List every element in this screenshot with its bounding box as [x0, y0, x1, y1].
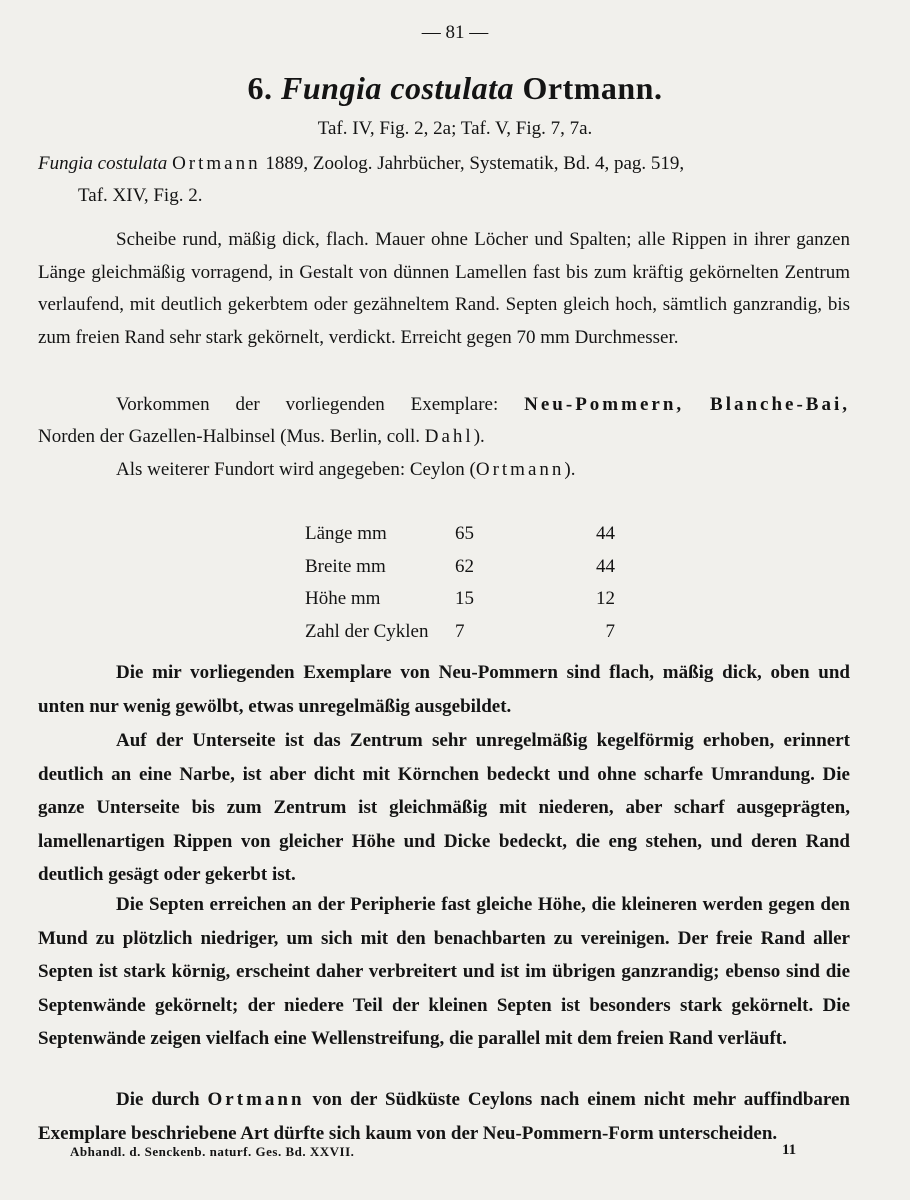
citation-species: Fungia costulata: [38, 153, 168, 174]
citation-line-2: Taf. XIV, Fig. 2.: [78, 185, 203, 206]
paragraph-specimens: Die mir vorliegenden Exemplare von Neu-Pommern sind flach, mäßig dick, oben und unten nur wenig gewölbt, etwas unregelmäßig ausgebildet.: [38, 662, 850, 717]
final-start: Die durch: [116, 1089, 200, 1110]
measurement-value-1: 15: [455, 588, 474, 610]
paragraph-septa: Die Septen erreichen an der Peripherie fast gleiche Höhe, die kleineren werden gegen den Mund zu plötzlich niedriger, um sich mit den benachbarten zu vereinigen. Der freie Rand aller Septen ist stark körnig, erscheint daher verbreitert und ist im übrigen ganzrandig; ebenso sind die Septenwände gekörnelt; der niedere Teil der kleinen Septen ist besonders stark gekörnelt. Die Septenwände zeigen vielfach eine Wellenstreifung, die parallel mit dem freien Rand verläuft.: [38, 894, 850, 1049]
measurement-row: [305, 518, 629, 551]
measurement-label: Breite mm: [305, 555, 386, 577]
measurement-row: [305, 583, 629, 616]
heading-number: 6.: [247, 70, 273, 106]
measurement-value-2: 44: [596, 555, 615, 577]
page-number: — 81 —: [421, 22, 489, 43]
measurement-value-2: 44: [596, 523, 615, 545]
occurrence-end: ).: [473, 426, 485, 447]
further-locality-text: Als weiterer Fundort wird angegeben: Ceylon (: [116, 459, 476, 480]
heading-author: Ortmann.: [522, 70, 663, 106]
plate-reference: Taf. IV, Fig. 2, 2a; Taf. V, Fig. 7, 7a.: [317, 118, 593, 139]
paragraph-final: [38, 1083, 850, 1150]
measurement-row: [305, 551, 629, 584]
footer-journal: Abhandl. d. Senckenb. naturf. Ges. Bd. XXVII.: [70, 1144, 355, 1159]
citation-line-1: [38, 153, 850, 175]
measurement-value-1: 65: [455, 523, 474, 545]
occurrence-lead: Vorkommen der vorliegenden Exemplare:: [116, 394, 499, 415]
citation-source: 1889, Zoolog. Jahrbücher, Systematik, Bd. 4, pag. 519,: [265, 153, 685, 174]
measurement-row: [305, 616, 629, 649]
measurement-label: Länge mm: [305, 523, 387, 545]
further-locality: [116, 459, 575, 481]
measurements-table: [305, 518, 629, 648]
paragraph-description: Scheibe rund, mäßig dick, flach. Mauer ohne Löcher und Spalten; alle Rippen in ihrer ganzen Länge gleichmäßig vorragend, in Gestalt von dünnen Lamellen fast bis zum kräftig gekörnelten Zentrum verlaufend, mit deutlich gekerbtem oder gezähneltem Rand. Septen gleich hoch, sämtlich ganzrandig, bis zum freien Rand sehr stark gekörnelt, verdickt. Erreicht gegen 70 mm Durchmesser.: [38, 229, 850, 349]
occurrence-collector: Dahl: [424, 426, 474, 447]
occurrence-detail: Norden der Gazellen-Halbinsel (Mus. Berlin, coll.: [38, 426, 420, 447]
measurement-value-2: 7: [605, 620, 615, 642]
paragraph-underside: Auf der Unterseite ist das Zentrum sehr unregelmäßig kegelförmig erhoben, erinnert deutlich an eine Narbe, ist aber dicht mit Körnchen bedeckt und ohne scharfe Umrandung. Die ganze Unterseite bis zum Zentrum ist gleichmäßig mit niederen, aber scharf ausgeprägten, lamellenartigen Rippen von gleicher Höhe und Dicke bedeckt, die eng stehen, und deren Rand deutlich gesägt oder gekerbt ist.: [38, 730, 850, 885]
footer-signature: 11: [782, 1142, 797, 1158]
measurement-label: Zahl der Cyklen: [305, 620, 429, 642]
further-locality-author: Ortmann: [475, 459, 565, 480]
heading-species-name: Fungia costulata: [281, 70, 514, 106]
occurrence-locality-1: Neu-Pommern,: [524, 394, 685, 415]
occurrence-locality-2: Blanche-Bai,: [710, 394, 851, 415]
species-heading: [0, 70, 910, 107]
measurement-value-1: 62: [455, 555, 474, 577]
occurrence-line-2: [38, 426, 485, 448]
further-locality-end: ).: [564, 459, 576, 480]
final-author: Ortmann: [207, 1089, 305, 1110]
measurement-label: Höhe mm: [305, 588, 381, 610]
measurement-value-1: 7: [455, 620, 465, 642]
citation-author: Ortmann: [172, 153, 261, 174]
occurrence-line-1: [116, 394, 850, 416]
final-rest: von der Südküste Ceylons nach einem nicht mehr auffindbaren Exemplare beschriebene Art dürfte sich kaum von der Neu-Pommern-Form unterscheiden.: [38, 1089, 850, 1144]
measurement-value-2: 12: [596, 588, 615, 610]
